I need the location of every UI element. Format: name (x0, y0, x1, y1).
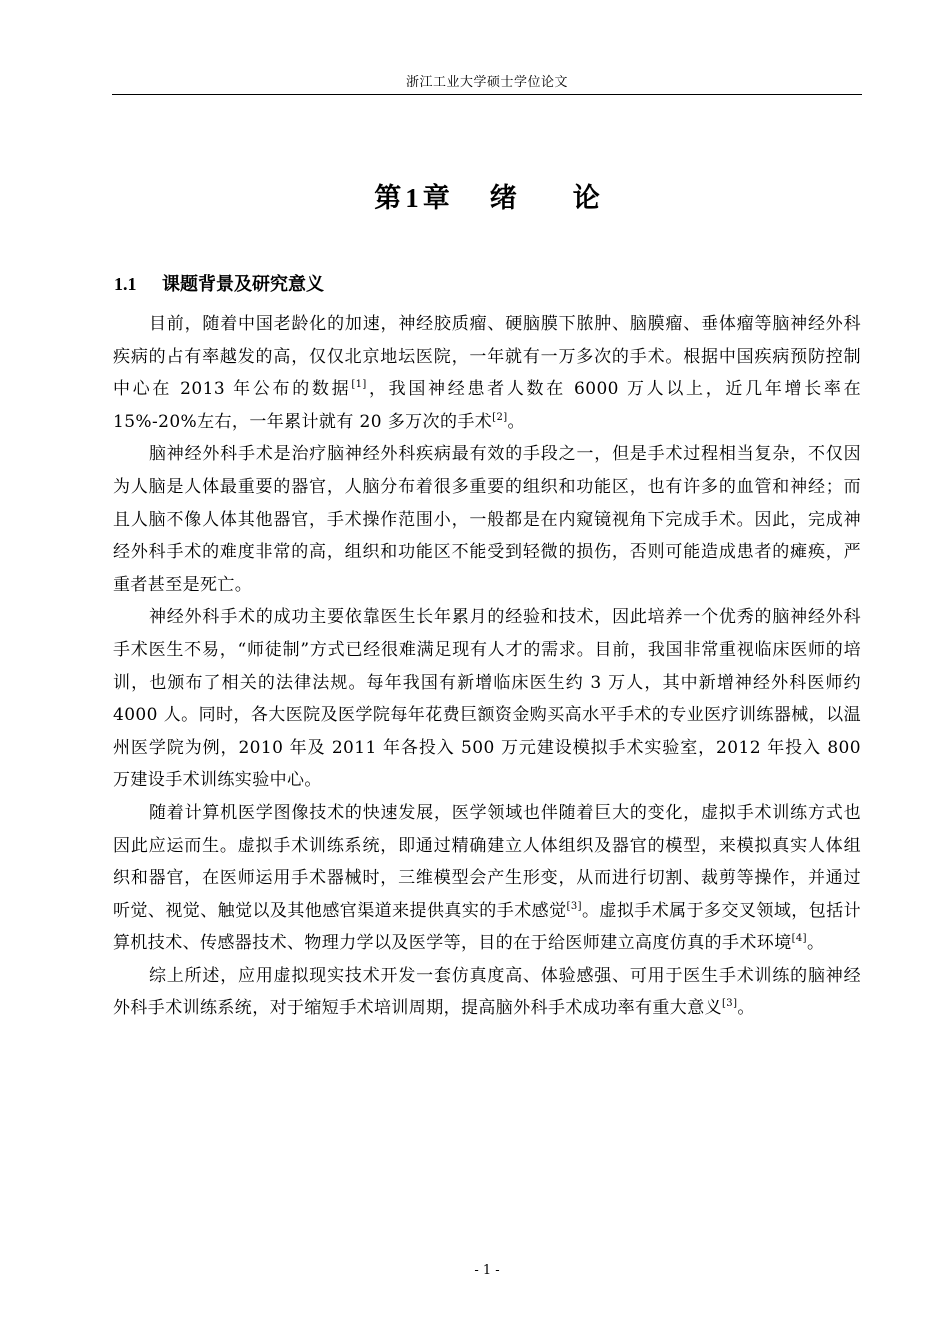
paragraph-3: 神经外科手术的成功主要依靠医生长年累月的经验和技术，因此培养一个优秀的脑神经外科手术医生不易，“师徒制”方式已经很难满足现有人才的需求。目前，我国非常重视临床医师的培训，也颁布了相关的法律法规。每年我国有新增临床医生约 3 万人，其中新增神经外科医师约 4000 人。同时，各大医院及医学院每年花费巨额资金购买高水平手术的专业医疗训练器械，以温州医学院为例，2010 年及 2011 年各投入 500 万元建设模拟手术实验室，2012 年投入 800 万建设手术训练实验中心。 (113, 607, 861, 791)
paragraph-4-text-b: 。虚拟手术属于多交叉领域，包括计算机技术、传感器技术、物理力学以及医学等，目的在于给医师建立高度仿真的手术环境 (113, 900, 861, 954)
chapter-label: 第 (374, 183, 402, 214)
page-number: - 1 - (474, 1263, 500, 1278)
paragraph-1-text-c: 。 (507, 411, 525, 432)
paragraph-2: 脑神经外科手术是治疗脑神经外科疾病最有效的手段之一，但是手术过程相当复杂，不仅因为人脑是人体最重要的器官，人脑分布着很多重要的组织和功能区，也有许多的血管和神经；而且人脑不像人体其他器官，手术操作范围小，一般都是在内窥镜视角下完成手术。因此，完成神经外科手术的难度非常的高，组织和功能区不能受到轻微的损伤，否则可能造成患者的瘫痪，严重者甚至是死亡。 (113, 444, 861, 595)
citation-ref: [2] (492, 411, 508, 423)
paragraph-4-text-c: 。 (806, 933, 825, 954)
paragraph-1-text-b: ，我国神经患者人数在 6000 万人以上，近几年增长率在 15%-20%左右，一年累计就有 20 多万次的手术 (113, 379, 861, 432)
citation-ref: [1] (351, 379, 367, 391)
section-number: 1.1 (114, 274, 137, 294)
paragraph-5-text-b: 。 (737, 998, 755, 1019)
body-text (113, 308, 861, 1025)
paragraph-1 (113, 308, 861, 438)
chapter-unit: 章 (422, 183, 450, 214)
citation-ref: [4] (791, 933, 807, 945)
section-title: 课题背景及研究意义 (162, 274, 324, 295)
chapter-number: 1 (405, 183, 419, 213)
chapter-title-char-2: 论 (572, 183, 600, 214)
section-heading (114, 270, 324, 299)
paragraph-4 (113, 797, 861, 960)
citation-ref: [3] (722, 998, 738, 1010)
header-rule (112, 94, 862, 95)
paragraph-5 (113, 960, 861, 1025)
paragraph-5-text-a: 综上所述，应用虚拟现实技术开发一套仿真度高、体验感强、可用于医生手术训练的脑神经外科手术训练系统，对于缩短手术培训周期，提高脑外科手术成功率有重大意义 (113, 965, 861, 1019)
chapter-title-char-1: 绪 (489, 183, 517, 214)
running-header: 浙江工业大学硕士学位论文 (405, 75, 568, 90)
citation-ref: [3] (566, 900, 582, 912)
paragraph-1-text-a: 目前，随着中国老龄化的加速，神经胶质瘤、硬脑膜下脓肿、脑膜瘤、垂体瘤等脑神经外科疾病的占有率越发的高，仅仅北京地坛医院，一年就有一万多次的手术。根据中国疾病预防控制中心在 2013 年公布的数据 (113, 314, 861, 400)
chapter-title (112, 178, 862, 219)
paragraph-4-text-a: 随着计算机医学图像技术的快速发展，医学领域也伴随着巨大的变化，虚拟手术训练方式也因此应运而生。虚拟手术训练系统，即通过精确建立人体组织及器官的模型，来模拟真实人体组织和器官，在医师运用手术器械时，三维模型会产生形变，从而进行切割、裁剪等操作，并通过听觉、视觉、触觉以及其他感官渠道来提供真实的手术感觉 (113, 802, 861, 921)
